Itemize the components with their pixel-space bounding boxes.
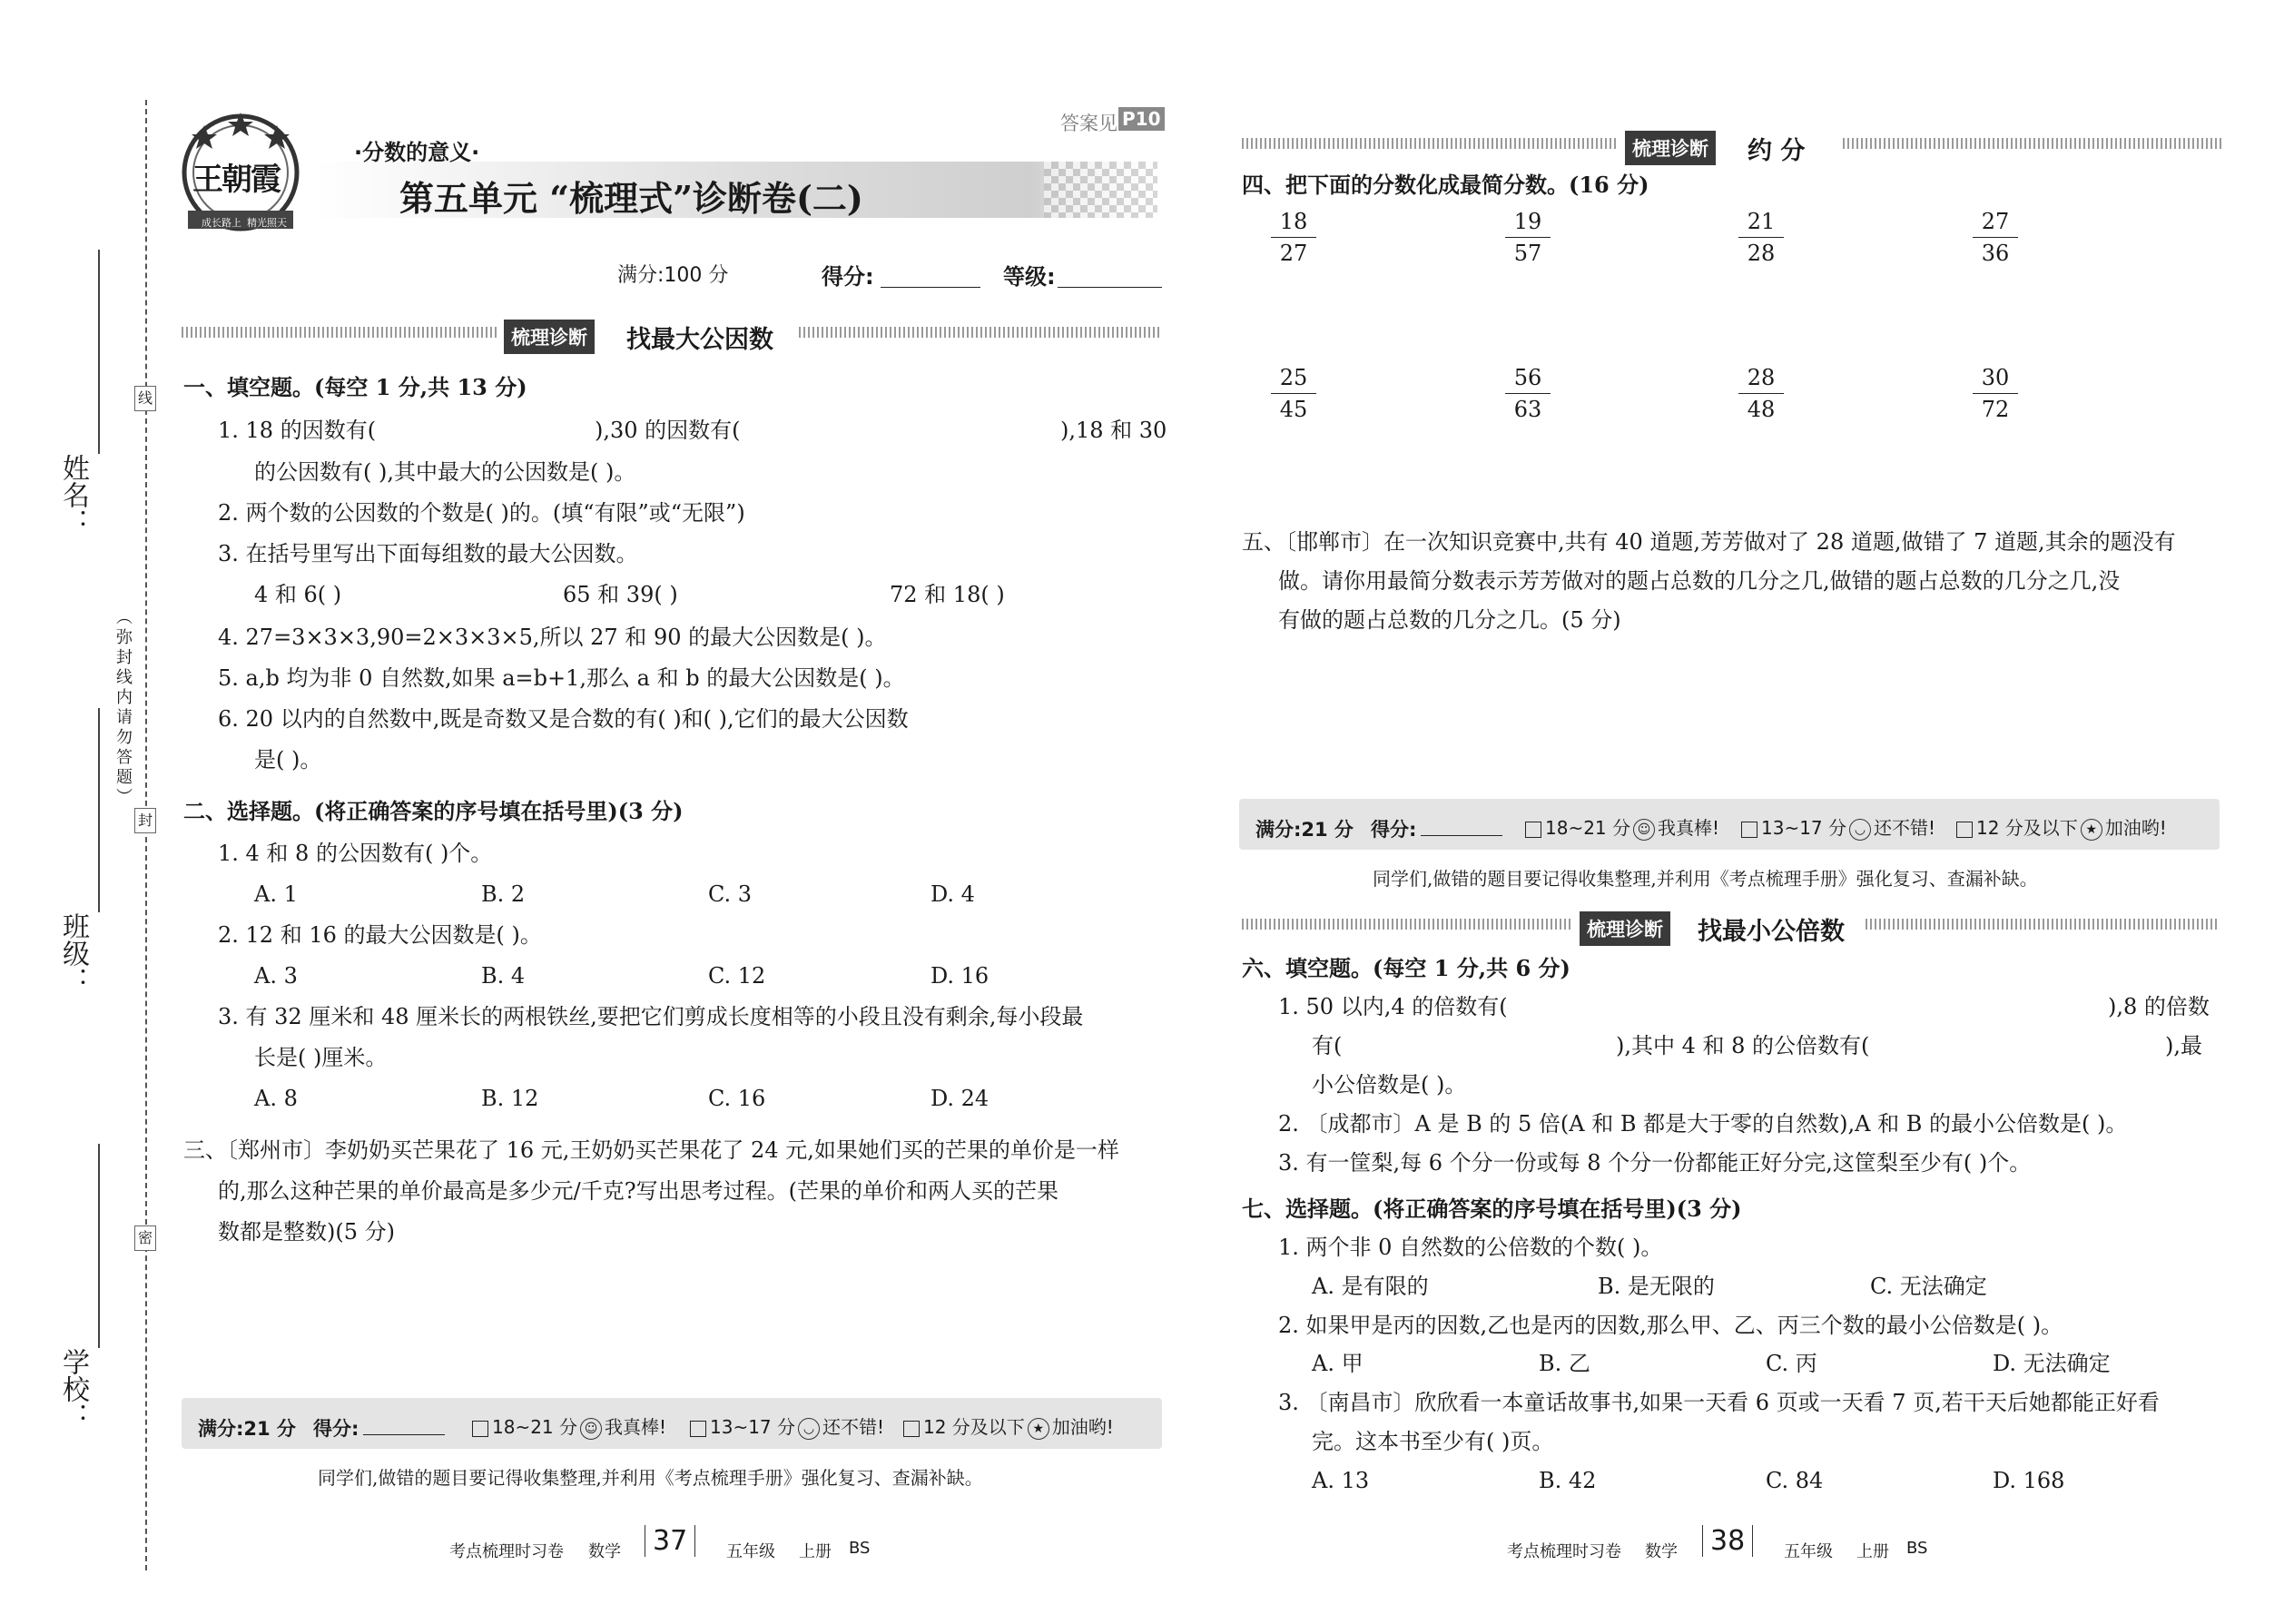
footer-left-book: 考点梳理时习卷 (449, 1542, 564, 1561)
q2-3-line2: 长是( )厘米。 (254, 1045, 388, 1070)
q1-1-line2: 的公因数有( ),其中最大的公因数是( )。 (254, 459, 636, 485)
answer-page: P10 (1118, 107, 1165, 131)
q6-1-b: ),8 的倍数 (2108, 994, 2210, 1019)
logo-text: 王朝霞 (192, 162, 280, 198)
q2-3-b[interactable]: B. 12 (481, 1086, 539, 1111)
page-number-left: 37 (645, 1525, 695, 1557)
q7-3-line2: 完。这本书至少有( )页。 (1312, 1429, 1554, 1454)
score-option-right-3[interactable]: 12 分及以下 ★ 加油哟! (1956, 813, 2167, 841)
q7-2-d[interactable]: D. 无法确定 (1993, 1351, 2111, 1376)
q2-1-d[interactable]: D. 4 (930, 881, 975, 907)
q1-1-c: ),18 和 30 (1060, 418, 1167, 443)
grade-field[interactable] (1058, 287, 1162, 288)
fraction-4: $\frac{27}{36}$ (1973, 209, 2018, 266)
score-bar-right-got: 得分: (1371, 819, 1417, 841)
smile-face-icon: ◡ (798, 1418, 820, 1440)
logo-motto-right: 精光照天 (247, 217, 287, 229)
section1-tag: 梳理诊断 (1625, 131, 1716, 165)
q2-2-b[interactable]: B. 4 (481, 963, 526, 989)
q3-line2: 的,那么这种芒果的单价最高是多少元/千克?写出思考过程。(芒果的单价和两人买的芒果 (218, 1178, 1058, 1204)
footer-right-ed: BS (1906, 1539, 1928, 1558)
footer-left-vol: 上册 (799, 1542, 832, 1561)
school-label: 学校： (57, 1348, 89, 1430)
tip-left: 同学们,做错的题目要记得收集整理,并利用《考点梳理手册》强化复习、查漏补缺。 (318, 1467, 983, 1489)
q7-3-a[interactable]: A. 13 (1312, 1468, 1370, 1493)
q3-line3: 数都是整数)(5 分) (218, 1219, 395, 1245)
section-dots-right (799, 327, 1162, 338)
class-label: 班级： (57, 912, 89, 994)
score-option-right-1[interactable]: 18~21 分 ☺ 我真棒! (1525, 813, 1719, 841)
q5-line1: 五、〔邯郸市〕在一次知识竞赛中,共有 40 道题,芳芳做对了 28 道题,做错了 7 道题,其余的题没有 (1242, 529, 2176, 555)
section-title-simplify: 约 分 (1748, 137, 1806, 165)
footer-right-book: 考点梳理时习卷 (1507, 1542, 1621, 1561)
fraction-6: $\frac{56}{63}$ (1505, 365, 1551, 422)
q6-1-a: 1. 50 以内,4 的倍数有( (1278, 994, 1508, 1019)
section-title-gcd: 找最大公因数 (626, 326, 773, 354)
q7-3-d[interactable]: D. 168 (1993, 1468, 2065, 1493)
q7-1-c[interactable]: C. 无法确定 (1870, 1274, 1987, 1299)
section1-dots-right (1843, 138, 2224, 149)
section1-dots-left (1242, 138, 1619, 149)
footer-right-subject: 数学 (1645, 1542, 1678, 1561)
score-option-left-1[interactable]: 18~21 分 ☺ 我真棒! (472, 1412, 666, 1440)
q2-3-a[interactable]: A. 8 (254, 1086, 298, 1111)
q2-1: 1. 4 和 8 的公因数有( )个。 (218, 841, 493, 866)
smile-face-icon: ◡ (1849, 819, 1871, 841)
q1-3-c: 72 和 18( ) (890, 582, 1005, 607)
seal-line: 线 (134, 386, 156, 411)
q2-1-c[interactable]: C. 3 (708, 881, 753, 907)
section2-dots-left (1242, 919, 1573, 930)
name-line (98, 250, 100, 454)
full-score: 满分:100 分 (617, 264, 729, 287)
binding-dashed-line (145, 100, 147, 1570)
score-option-left-3[interactable]: 12 分及以下 ★ 加油哟! (903, 1412, 1114, 1440)
answer-ref: 答案见 (1060, 113, 1117, 134)
fraction-7: $\frac{28}{48}$ (1738, 365, 1784, 422)
binding-note: （弥封线内请勿答题） (113, 608, 133, 808)
q7-1-b[interactable]: B. 是无限的 (1598, 1274, 1715, 1299)
footer-right-vol: 上册 (1856, 1542, 1889, 1561)
q7-2-a[interactable]: A. 甲 (1312, 1351, 1364, 1376)
score-field[interactable] (881, 287, 980, 288)
page-number-right: 38 (1702, 1525, 1753, 1557)
q7-2-c[interactable]: C. 丙 (1766, 1351, 1817, 1376)
q3-answer-area[interactable] (218, 1257, 1162, 1384)
q7-1: 1. 两个非 0 自然数的公倍数的个数( )。 (1278, 1235, 1663, 1260)
q1-5: 5. a,b 均为非 0 自然数,如果 a=b+1,那么 a 和 b 的最大公因数是( )。 (218, 665, 905, 691)
q6-1-line3: 小公倍数是( )。 (1312, 1072, 1467, 1097)
q1-6: 6. 20 以内的自然数中,既是奇数又是合数的有( )和( ),它们的最大公因数 (218, 706, 909, 732)
q1-3: 3. 在括号里写出下面每组数的最大公因数。 (218, 541, 638, 566)
footer-right-grade: 五年级 (1784, 1542, 1833, 1561)
title-checker (1044, 162, 1157, 218)
q2-1-a[interactable]: A. 1 (254, 881, 298, 907)
fraction-1: $\frac{18}{27}$ (1271, 209, 1316, 266)
q7-3-b[interactable]: B. 42 (1539, 1468, 1597, 1493)
q5-line3: 有做的题占总数的几分之几。(5 分) (1278, 607, 1621, 633)
q1-6-line2: 是( )。 (254, 747, 322, 773)
score-bar-right-field[interactable] (1421, 835, 1502, 836)
q6-3: 3. 有一筐梨,每 6 个分一份或每 8 个分一份都能正好分完,这筐梨至少有( )个。 (1278, 1150, 2032, 1176)
q7-3-c[interactable]: C. 84 (1766, 1468, 1824, 1493)
seal-secret: 密 (134, 1225, 156, 1251)
section-tag: 梳理诊断 (504, 320, 595, 354)
score-bar-left-full: 满分:21 分 (198, 1418, 296, 1440)
happy-face-icon: ☺ (580, 1418, 602, 1440)
tip-right: 同学们,做错的题目要记得收集整理,并利用《考点梳理手册》强化复习、查漏补缺。 (1373, 868, 2038, 890)
q1-2: 2. 两个数的公因数的个数是( )的。(填“有限”或“无限”) (218, 500, 745, 526)
footer-left-grade: 五年级 (726, 1542, 775, 1561)
q3-line1: 三、〔郑州市〕李奶奶买芒果花了 16 元,王奶奶买芒果花了 24 元,如果她们买的芒果的单价是一样 (183, 1137, 1119, 1163)
q1-4: 4. 27=3×3×3,90=2×3×3×5,所以 27 和 90 的最大公因数是( )。 (218, 625, 887, 650)
q1-heading: 一、填空题。(每空 1 分,共 13 分) (183, 374, 527, 400)
q7-3: 3. 〔南昌市〕欣欣看一本童话故事书,如果一天看 6 页或一天看 7 页,若干天后她都能正好看 (1278, 1390, 2160, 1415)
fraction-8: $\frac{30}{72}$ (1973, 365, 2018, 422)
section2-tag: 梳理诊断 (1580, 911, 1670, 946)
q2-3-d[interactable]: D. 24 (930, 1086, 989, 1111)
q6-1-line2-c: ),最 (2165, 1033, 2202, 1058)
q2-3-c[interactable]: C. 16 (708, 1086, 766, 1111)
school-line (98, 1144, 100, 1348)
q2-2-c[interactable]: C. 12 (708, 963, 766, 989)
fraction-3: $\frac{21}{28}$ (1738, 209, 1784, 266)
q6-2: 2. 〔成都市〕A 是 B 的 5 倍(A 和 B 都是大于零的自然数),A 和 B 的最小公倍数是( )。 (1278, 1111, 2128, 1137)
section-title-lcm: 找最小公倍数 (1698, 918, 1845, 946)
q6-1-line2-b: ),其中 4 和 8 的公倍数有( (1616, 1033, 1870, 1058)
q2-2-a[interactable]: A. 3 (254, 963, 298, 989)
logo-motto-left: 成长路上 (202, 217, 241, 229)
q2-2-d[interactable]: D. 16 (930, 963, 989, 989)
score-option-left-2[interactable]: 13~17 分 ◡ 还不错! (690, 1412, 884, 1440)
score-bar-left-got: 得分: (313, 1418, 359, 1440)
fraction-2: $\frac{19}{57}$ (1505, 209, 1551, 266)
section-dots-left (182, 327, 499, 338)
q7-2: 2. 如果甲是丙的因数,乙也是丙的因数,那么甲、乙、丙三个数的最小公倍数是( )。 (1278, 1313, 2063, 1338)
q7-2-b[interactable]: B. 乙 (1539, 1351, 1590, 1376)
grade-label: 等级: (1003, 264, 1056, 290)
q1-1-a: 1. 18 的因数有( (218, 418, 377, 443)
q1-1-b: ),30 的因数有( (595, 418, 741, 443)
q7-1-a[interactable]: A. 是有限的 (1312, 1274, 1429, 1299)
page-title: 第五单元 “梳理式”诊断卷(二) (399, 178, 863, 219)
score-label: 得分: (822, 264, 874, 290)
footer-left-subject: 数学 (588, 1542, 621, 1561)
score-bar-left-field[interactable] (363, 1434, 445, 1435)
q7-heading: 七、选择题。(将正确答案的序号填在括号里)(3 分) (1242, 1196, 1742, 1222)
fraction-5: $\frac{25}{45}$ (1271, 365, 1316, 422)
q1-3-b: 65 和 39( ) (563, 582, 678, 607)
section2-dots-right (1866, 919, 2220, 930)
q4-heading: 四、把下面的分数化成最简分数。(16 分) (1242, 172, 1649, 198)
happy-face-icon: ☺ (1633, 819, 1655, 841)
footer-left-ed: BS (849, 1539, 871, 1558)
q2-2: 2. 12 和 16 的最大公因数是( )。 (218, 922, 542, 948)
class-line (98, 708, 100, 912)
score-bar-right-full: 满分:21 分 (1255, 819, 1354, 841)
cheer-face-icon: ★ (2081, 819, 2102, 841)
unit-subtitle: ·分数的意义· (354, 140, 480, 165)
q2-heading: 二、选择题。(将正确答案的序号填在括号里)(3 分) (183, 798, 684, 824)
q6-1-line2-a: 有( (1312, 1033, 1343, 1058)
q5-line2: 做。请你用最简分数表示芳芳做对的题占总数的几分之几,做错的题占总数的几分之几,没 (1278, 568, 2121, 594)
name-label: 姓名： (57, 454, 89, 536)
score-option-right-2[interactable]: 13~17 分 ◡ 还不错! (1741, 813, 1935, 841)
q6-heading: 六、填空题。(每空 1 分,共 6 分) (1242, 955, 1570, 981)
q5-answer-area[interactable] (1278, 645, 2213, 790)
seal-seal: 封 (134, 808, 156, 833)
q2-1-b[interactable]: B. 2 (481, 881, 526, 907)
q1-3-a: 4 和 6( ) (254, 582, 342, 607)
cheer-face-icon: ★ (1028, 1418, 1049, 1440)
q2-3: 3. 有 32 厘米和 48 厘米长的两根铁丝,要把它们剪成长度相等的小段且没有剩余,每小段最 (218, 1004, 1084, 1029)
